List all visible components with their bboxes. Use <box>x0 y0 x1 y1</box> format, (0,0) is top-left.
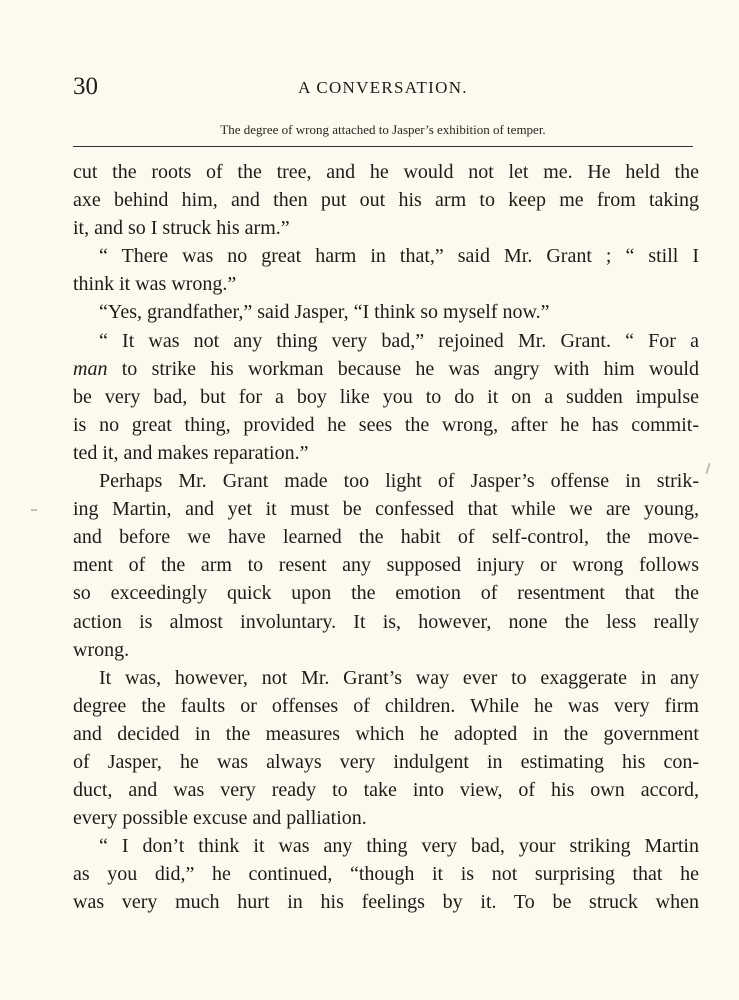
header-rule <box>73 146 693 147</box>
text-line-2: axe behind him, and then put out his arm to keep me from taking <box>73 189 699 212</box>
text-line-26: as you did,” he continued, “though it is not surprising that he <box>73 863 699 886</box>
text-line-14: and before we have learned the habit of self-control, the move- <box>73 526 699 549</box>
text-line-6: “Yes, grandfather,” said Jasper, “I think so myself now.” <box>99 301 550 324</box>
page-number: 30 <box>73 73 98 100</box>
text-line-22: of Jasper, he was always very indulgent in estimating his con- <box>73 750 699 773</box>
text-line-16: so exceedingly quick upon the emotion of resentment that the <box>73 582 699 605</box>
text-line-19: It was, however, not Mr. Grant’s way ever to exaggerate in any <box>99 666 699 689</box>
text-line-13: ing Martin, and yet it must be confessed that while we are young, <box>73 498 699 521</box>
page-header <box>73 72 693 104</box>
text-line-23: duct, and was very ready to take into view, of his own accord, <box>73 779 699 802</box>
section-subheading: The degree of wrong attached to Jasper’s exhibition of temper. <box>220 122 546 137</box>
text-line-12: Perhaps Mr. Grant made too light of Jasper’s offense in strik- <box>99 470 699 493</box>
text-line-9: be very bad, but for a boy like you to do it on a sudden impulse <box>73 385 699 408</box>
text-line-8-rest: to strike his workman because he was angry with him would <box>121 357 699 380</box>
paper-mark <box>705 463 710 474</box>
text-line-8 <box>73 355 699 383</box>
text-line-24: every possible excuse and palliation. <box>73 807 367 830</box>
text-line-5: think it was wrong.” <box>73 273 237 296</box>
text-line-3: it, and so I struck his arm.” <box>73 217 290 240</box>
text-line-20: degree the faults or offenses of children. While he was very firm <box>73 694 699 717</box>
italic-emphasis: man <box>73 357 108 380</box>
text-line-18: wrong. <box>73 638 130 661</box>
body-text <box>73 158 699 917</box>
text-line-21: and decided in the measures which he adopted in the government <box>73 722 699 745</box>
text-line-7: “ It was not any thing very bad,” rejoined Mr. Grant. “ For a <box>99 329 699 352</box>
running-title: A CONVERSATION. <box>298 78 468 97</box>
paper-mark <box>31 509 37 511</box>
text-line-25: “ I don’t think it was any thing very bad, your striking Martin <box>99 835 699 858</box>
text-line-11: ted it, and makes reparation.” <box>73 441 309 464</box>
text-line-10: is no great thing, provided he sees the wrong, after he has commit- <box>73 413 699 436</box>
text-line-1: cut the roots of the tree, and he would not let me. He held the <box>73 161 699 183</box>
text-line-4: “ There was no great harm in that,” said Mr. Grant ; “ still I <box>99 245 699 268</box>
text-line-15: ment of the arm to resent any supposed injury or wrong follows <box>73 554 699 577</box>
text-line-27: was very much hurt in his feelings by it. To be struck when <box>73 891 699 914</box>
text-line-17: action is almost involuntary. It is, however, none the less really <box>73 610 699 633</box>
